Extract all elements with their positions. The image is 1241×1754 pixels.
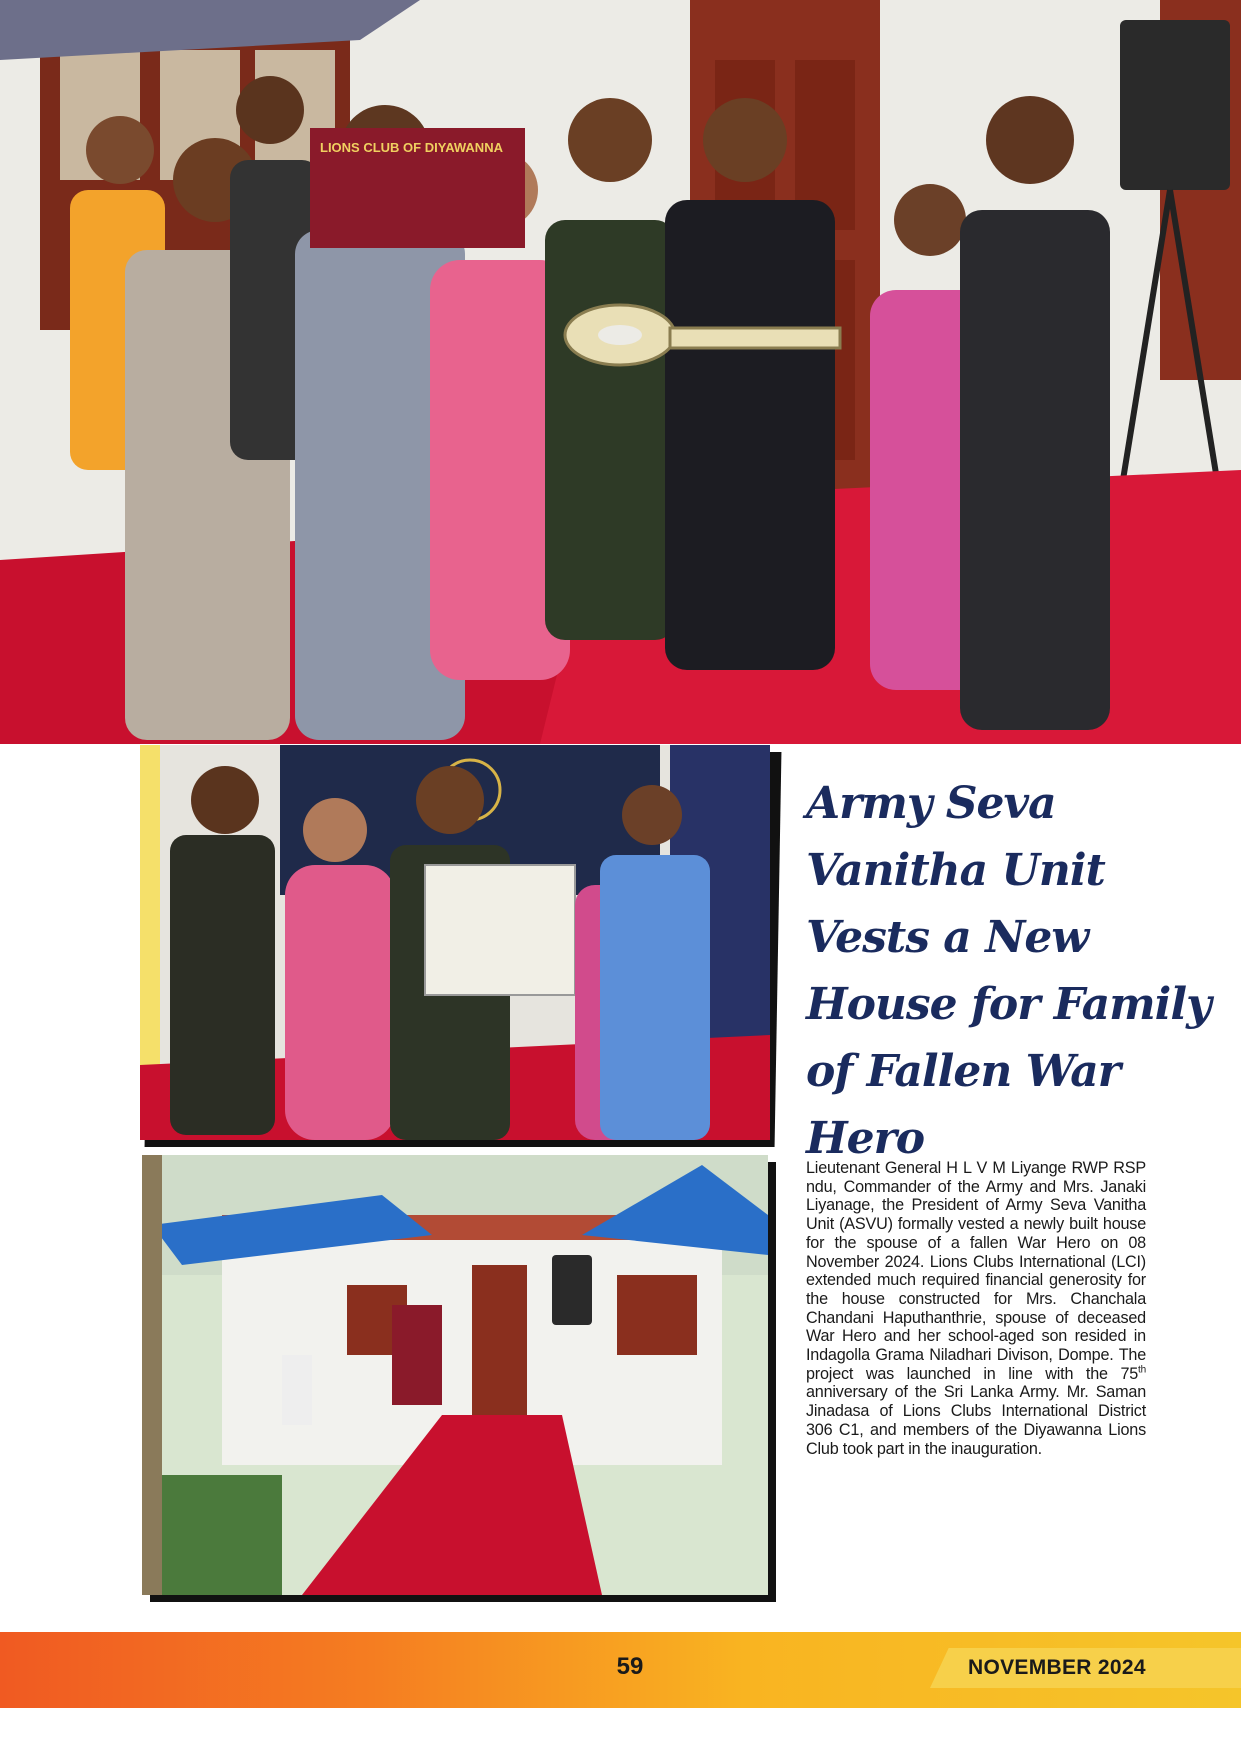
issue-date: NOVEMBER 2024 — [968, 1656, 1146, 1679]
photo-new-house — [142, 1155, 768, 1595]
photo-gift-presentation — [140, 745, 770, 1140]
article-body-superscript: th — [1138, 1364, 1146, 1376]
page-number: 59 — [616, 1653, 644, 1680]
photo-key-handover — [0, 0, 1241, 744]
article-body-text-continued: anniversary of the Sri Lanka Army. Mr. Saman Jinadasa of Lions Clubs International District 306 C1, and members of the Diyawanna Lions Club took part in the inauguration. — [806, 1383, 1146, 1458]
article-headline: Army Seva Vanitha Unit Vests a New House for Family of Fallen War Hero — [806, 778, 1211, 1164]
article-body-text: Lieutenant General H L V M Liyange RWP RSP ndu, Commander of the Army and Mrs. Janaki Liyanage, the President of Army Seva Vanitha Unit (ASVU) formally vested a newly built house for the spouse of a fallen War Hero on 08 November 2024. Lions Clubs International (LCI) extended much required financial generosity for the house constructed for Mrs. Chanchala Chandani Haputhanthrie, spouse of deceased War Hero and her school-aged son resided in Indagolla Grama Niladhari Divison, Dompe. The project was launched in line with the 75 — [806, 1159, 1146, 1383]
article-body — [806, 1159, 1146, 1458]
lions-banner-text: LIONS CLUB OF DIYAWANNA — [320, 140, 503, 155]
